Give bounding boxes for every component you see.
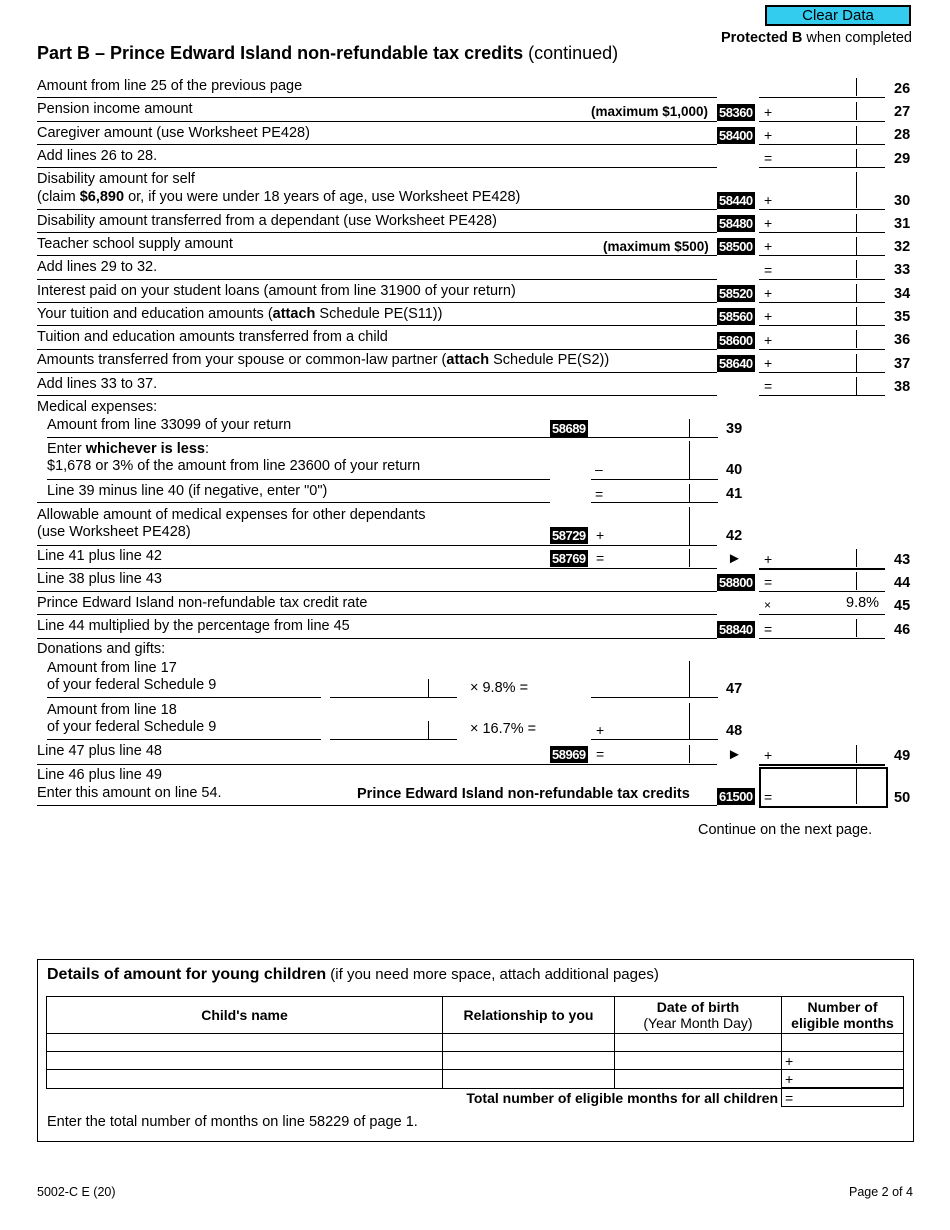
divider	[856, 619, 857, 637]
line-32-label: Teacher school supply amount	[37, 236, 233, 252]
row-line	[37, 372, 717, 373]
line-code: 58480	[719, 216, 753, 231]
relationship-cell[interactable]	[443, 1052, 615, 1070]
divider	[856, 307, 857, 325]
line-32-input[interactable]	[775, 237, 855, 255]
relationship-cell[interactable]	[443, 1034, 615, 1052]
maximum-note: (maximum $1,000)	[591, 104, 709, 119]
total-months-cell[interactable]	[782, 1088, 904, 1107]
plus-operator: +	[785, 1070, 794, 1087]
line-43-input[interactable]	[775, 549, 855, 567]
row-line	[37, 591, 717, 592]
plus-operator: +	[764, 308, 773, 324]
clear-data-button[interactable]: Clear Data	[765, 5, 911, 26]
row-line	[37, 97, 717, 98]
divider	[428, 721, 429, 739]
line-42-label: Allowable amount of medical expenses for other dependants	[37, 507, 426, 523]
donation-rate: × 9.8% =	[470, 680, 529, 696]
line-49-input[interactable]	[775, 745, 855, 763]
relationship-cell[interactable]	[443, 1070, 615, 1089]
row-line	[37, 764, 717, 765]
line-46-label: Line 44 multiplied by the percentage from line 45	[37, 618, 350, 634]
line-43-left-input[interactable]	[608, 549, 688, 567]
plus-operator: +	[596, 527, 605, 543]
divider	[689, 703, 690, 739]
field-underline	[591, 479, 718, 480]
row-line	[47, 437, 592, 438]
continue-note: Continue on the next page.	[698, 822, 873, 838]
divider	[856, 172, 857, 208]
row-line	[37, 232, 717, 233]
line-50-input[interactable]	[759, 767, 888, 808]
child-name-cell[interactable]	[47, 1034, 443, 1052]
line-34-input[interactable]	[775, 284, 855, 302]
field-underline	[759, 638, 885, 639]
line-number: 33	[894, 262, 911, 278]
plus-operator: +	[764, 747, 773, 763]
field-underline	[759, 232, 885, 233]
line-47-amount-input[interactable]	[335, 679, 427, 697]
line-45-label: Prince Edward Island non-refundable tax credit rate	[37, 595, 368, 611]
line-38-input[interactable]	[775, 377, 855, 395]
field-underline	[591, 739, 718, 740]
line-28-label: Caregiver amount (use Worksheet PE428)	[37, 125, 310, 141]
children-note: Enter the total number of months on line 58229 of page 1.	[47, 1114, 418, 1130]
field-underline	[759, 764, 885, 766]
arrow-icon: ►	[727, 746, 742, 763]
field-underline	[591, 437, 718, 438]
divider	[856, 354, 857, 372]
line-code: 58800	[719, 575, 753, 590]
field-underline	[330, 697, 457, 698]
table-row	[47, 1070, 904, 1089]
line-42-input[interactable]	[608, 507, 688, 545]
line-number: 36	[894, 332, 911, 348]
young-children-title: Details of amount for young children (if you need more space, attach additional pages)	[47, 966, 659, 983]
equals-operator: =	[764, 378, 773, 394]
equals-operator: =	[785, 1089, 794, 1106]
minus-operator: –	[595, 461, 603, 477]
equals-operator: =	[764, 150, 773, 166]
divider	[689, 745, 690, 763]
divider	[689, 661, 690, 697]
plus-operator: +	[785, 1052, 794, 1069]
line-number: 34	[894, 286, 911, 302]
maximum-note: (maximum $500)	[603, 239, 709, 254]
child-name-cell[interactable]	[47, 1070, 443, 1089]
field-underline	[759, 372, 885, 373]
line-number: 30	[894, 193, 911, 209]
line-38-label: Add lines 33 to 37.	[37, 376, 158, 392]
line-44-label: Line 38 plus line 43	[37, 571, 162, 587]
line-35-input[interactable]	[775, 307, 855, 325]
line-43-label: Line 41 plus line 42	[37, 548, 162, 564]
row-line	[37, 255, 717, 256]
row-line	[47, 479, 550, 480]
col-relationship: Relationship to you	[443, 997, 615, 1034]
line-code: 58840	[719, 622, 753, 637]
row-line	[37, 167, 717, 168]
child-name-cell[interactable]	[47, 1052, 443, 1070]
arrow-icon: ►	[727, 550, 742, 567]
line-47-label-2: of your federal Schedule 9	[47, 677, 217, 693]
line-44-input[interactable]	[775, 572, 855, 590]
row-line	[37, 638, 717, 639]
line-number: 29	[894, 151, 911, 167]
equals-operator: =	[764, 621, 773, 637]
divider	[689, 484, 690, 502]
divider	[856, 769, 857, 804]
field-underline	[759, 591, 885, 592]
months-cell[interactable]	[782, 1052, 904, 1070]
line-26-label: Amount from line 25 of the previous page	[37, 78, 303, 94]
divider	[856, 102, 857, 120]
line-50-label: Line 46 plus line 49	[37, 767, 162, 783]
divider	[856, 377, 857, 395]
divider	[689, 441, 690, 479]
line-number: 47	[726, 681, 743, 697]
plus-operator: +	[764, 285, 773, 301]
line-code: 58600	[719, 333, 753, 348]
field-underline	[759, 349, 885, 350]
plus-operator: +	[764, 192, 773, 208]
line-number: 45	[894, 598, 911, 614]
line-30-input[interactable]	[775, 172, 855, 208]
divider	[856, 78, 857, 96]
line-27-input[interactable]	[775, 102, 855, 120]
row-line	[37, 144, 717, 145]
line-number: 40	[726, 462, 743, 478]
equals-operator: =	[596, 550, 605, 566]
line-code: 58560	[719, 309, 753, 324]
line-31-label: Disability amount transferred from a dependant (use Worksheet PE428)	[37, 213, 497, 229]
dob-cell[interactable]	[615, 1052, 782, 1070]
field-underline	[759, 614, 885, 615]
divider	[689, 419, 690, 437]
line-number: 49	[894, 748, 911, 764]
form-id: 5002-C E (20)	[37, 1185, 116, 1199]
table-row	[47, 1052, 904, 1070]
line-50-label-2: Enter this amount on line 54.	[37, 785, 222, 801]
line-number: 42	[726, 528, 743, 544]
plus-operator: +	[596, 722, 605, 738]
line-49-left-input[interactable]	[608, 745, 688, 763]
equals-operator: =	[764, 574, 773, 590]
row-line	[37, 302, 717, 303]
line-number: 26	[894, 81, 911, 97]
field-underline	[591, 697, 718, 698]
row-line	[37, 349, 717, 350]
line-number: 43	[894, 552, 911, 568]
equals-operator: =	[764, 262, 773, 278]
divider	[856, 284, 857, 302]
protected-b-notice: Protected B when completed	[720, 30, 912, 46]
line-39-input[interactable]	[600, 419, 688, 437]
row-line	[37, 121, 717, 122]
line-33-input[interactable]	[775, 260, 855, 278]
donation-rate: × 16.7% =	[470, 721, 537, 737]
line-number: 28	[894, 127, 911, 143]
line-48-amount-input[interactable]	[335, 721, 427, 739]
line-31-input[interactable]	[775, 214, 855, 232]
line-37-input[interactable]	[775, 354, 855, 372]
field-underline	[759, 167, 885, 168]
donations-heading: Donations and gifts:	[37, 641, 166, 657]
line-46-input[interactable]	[775, 619, 855, 637]
divider	[856, 237, 857, 255]
line-30-label: Disability amount for self	[37, 171, 195, 187]
line-code: 58689	[552, 421, 586, 436]
line-number: 32	[894, 239, 911, 255]
field-underline	[759, 255, 885, 256]
divider	[856, 745, 857, 763]
dob-cell[interactable]	[615, 1070, 782, 1089]
divider	[856, 260, 857, 278]
equals-operator: =	[596, 746, 605, 762]
col-eligible-months: Number of eligible months	[782, 997, 904, 1034]
field-underline	[759, 121, 885, 122]
line-42-label-2: (use Worksheet PE428)	[37, 524, 191, 540]
children-table	[46, 996, 904, 1107]
total-credits-label: Prince Edward Island non-refundable tax credits	[357, 786, 690, 802]
line-number: 44	[894, 575, 911, 591]
plus-operator: +	[764, 215, 773, 231]
line-37-label: Amounts transferred from your spouse or common-law partner (attach Schedule PE(S2))	[37, 352, 610, 368]
table-row	[47, 1034, 904, 1052]
plus-operator: +	[764, 355, 773, 371]
line-48-label: Amount from line 18	[47, 702, 177, 718]
row-line	[37, 568, 717, 569]
line-40-label-2: $1,678 or 3% of the amount from line 23600 of your return	[47, 458, 421, 474]
col-childs-name: Child's name	[47, 997, 443, 1034]
line-number: 39	[726, 421, 743, 437]
line-number: 35	[894, 309, 911, 325]
field-underline	[759, 325, 885, 326]
line-code: 61500	[719, 789, 753, 804]
divider	[428, 679, 429, 697]
col-date-of-birth: Date of birth (Year Month Day)	[615, 997, 782, 1034]
row-line	[37, 395, 717, 396]
line-48-input[interactable]	[608, 703, 688, 739]
equals-operator: =	[764, 789, 773, 805]
line-code: 58769	[552, 551, 586, 566]
divider	[856, 126, 857, 144]
line-41-input[interactable]	[605, 484, 688, 502]
field-underline	[591, 502, 718, 503]
line-number: 41	[726, 486, 743, 502]
page-title: Part B – Prince Edward Island non-refundable tax credits (continued)	[37, 43, 619, 63]
line-number: 50	[894, 790, 911, 806]
credit-rate: 9.8%	[846, 595, 880, 611]
line-number: 46	[894, 622, 911, 638]
line-40-input[interactable]	[605, 441, 688, 479]
line-code: 58969	[552, 747, 586, 762]
row-line	[37, 325, 717, 326]
line-40-label: Enter whichever is less:	[47, 441, 210, 457]
plus-operator: +	[764, 332, 773, 348]
dob-cell[interactable]	[615, 1034, 782, 1052]
divider	[856, 330, 857, 348]
field-underline	[759, 144, 885, 145]
line-29-label: Add lines 26 to 28.	[37, 148, 158, 164]
line-36-input[interactable]	[775, 330, 855, 348]
line-26-input[interactable]	[760, 78, 855, 96]
line-39-label: Amount from line 33099 of your return	[47, 417, 292, 433]
row-line	[37, 209, 717, 210]
line-number: 27	[894, 104, 911, 120]
line-code: 58400	[719, 128, 753, 143]
line-29-input[interactable]	[775, 149, 855, 167]
line-code: 58729	[552, 528, 586, 543]
field-underline	[759, 209, 885, 210]
divider	[856, 572, 857, 590]
total-row	[47, 1088, 904, 1107]
field-underline	[759, 302, 885, 303]
row-line	[37, 502, 550, 503]
divider	[689, 549, 690, 567]
line-code: 58640	[719, 356, 753, 371]
divider	[856, 149, 857, 167]
line-30-label-2: (claim $6,890 or, if you were under 18 years of age, use Worksheet PE428)	[37, 189, 521, 205]
divider	[689, 507, 690, 545]
line-35-label: Your tuition and education amounts (attach Schedule PE(S11))	[37, 306, 443, 322]
divider	[856, 214, 857, 232]
line-code: 58360	[719, 105, 753, 120]
months-cell[interactable]	[782, 1034, 904, 1052]
line-49-label: Line 47 plus line 48	[37, 743, 162, 759]
line-48-label-2: of your federal Schedule 9	[47, 719, 217, 735]
line-number: 31	[894, 216, 911, 232]
row-line	[47, 739, 321, 740]
line-41-label: Line 39 minus line 40 (if negative, enter "0")	[47, 483, 328, 499]
plus-operator: +	[764, 104, 773, 120]
row-line	[37, 614, 717, 615]
table-header-row	[47, 997, 904, 1034]
row-line	[37, 545, 717, 546]
divider	[856, 549, 857, 567]
row-line	[37, 279, 717, 280]
field-underline	[759, 395, 885, 396]
equals-operator: =	[595, 486, 604, 502]
line-47-input[interactable]	[600, 661, 688, 697]
field-underline	[759, 97, 885, 98]
plus-operator: +	[764, 238, 773, 254]
plus-operator: +	[764, 551, 773, 567]
line-47-label: Amount from line 17	[47, 660, 177, 676]
row-line	[37, 805, 717, 806]
total-months-label: Total number of eligible months for all children	[466, 1089, 778, 1106]
line-code: 58500	[719, 239, 753, 254]
line-number: 38	[894, 379, 911, 395]
page-number: Page 2 of 4	[849, 1185, 913, 1199]
line-code: 58440	[719, 193, 753, 208]
line-28-input[interactable]	[775, 126, 855, 144]
row-line	[47, 697, 321, 698]
line-36-label: Tuition and education amounts transferred from a child	[37, 329, 388, 345]
medical-expenses-heading: Medical expenses:	[37, 399, 158, 415]
field-underline	[330, 739, 457, 740]
line-34-label: Interest paid on your student loans (amount from line 31900 of your return)	[37, 283, 516, 299]
line-number: 37	[894, 356, 911, 372]
line-27-label: Pension income amount	[37, 101, 193, 117]
line-code: 58520	[719, 286, 753, 301]
field-underline	[759, 568, 885, 570]
plus-operator: +	[764, 127, 773, 143]
field-underline	[759, 279, 885, 280]
multiply-operator: ×	[764, 598, 772, 612]
line-number: 48	[726, 723, 743, 739]
line-33-label: Add lines 29 to 32.	[37, 259, 158, 275]
months-cell[interactable]	[782, 1070, 904, 1089]
